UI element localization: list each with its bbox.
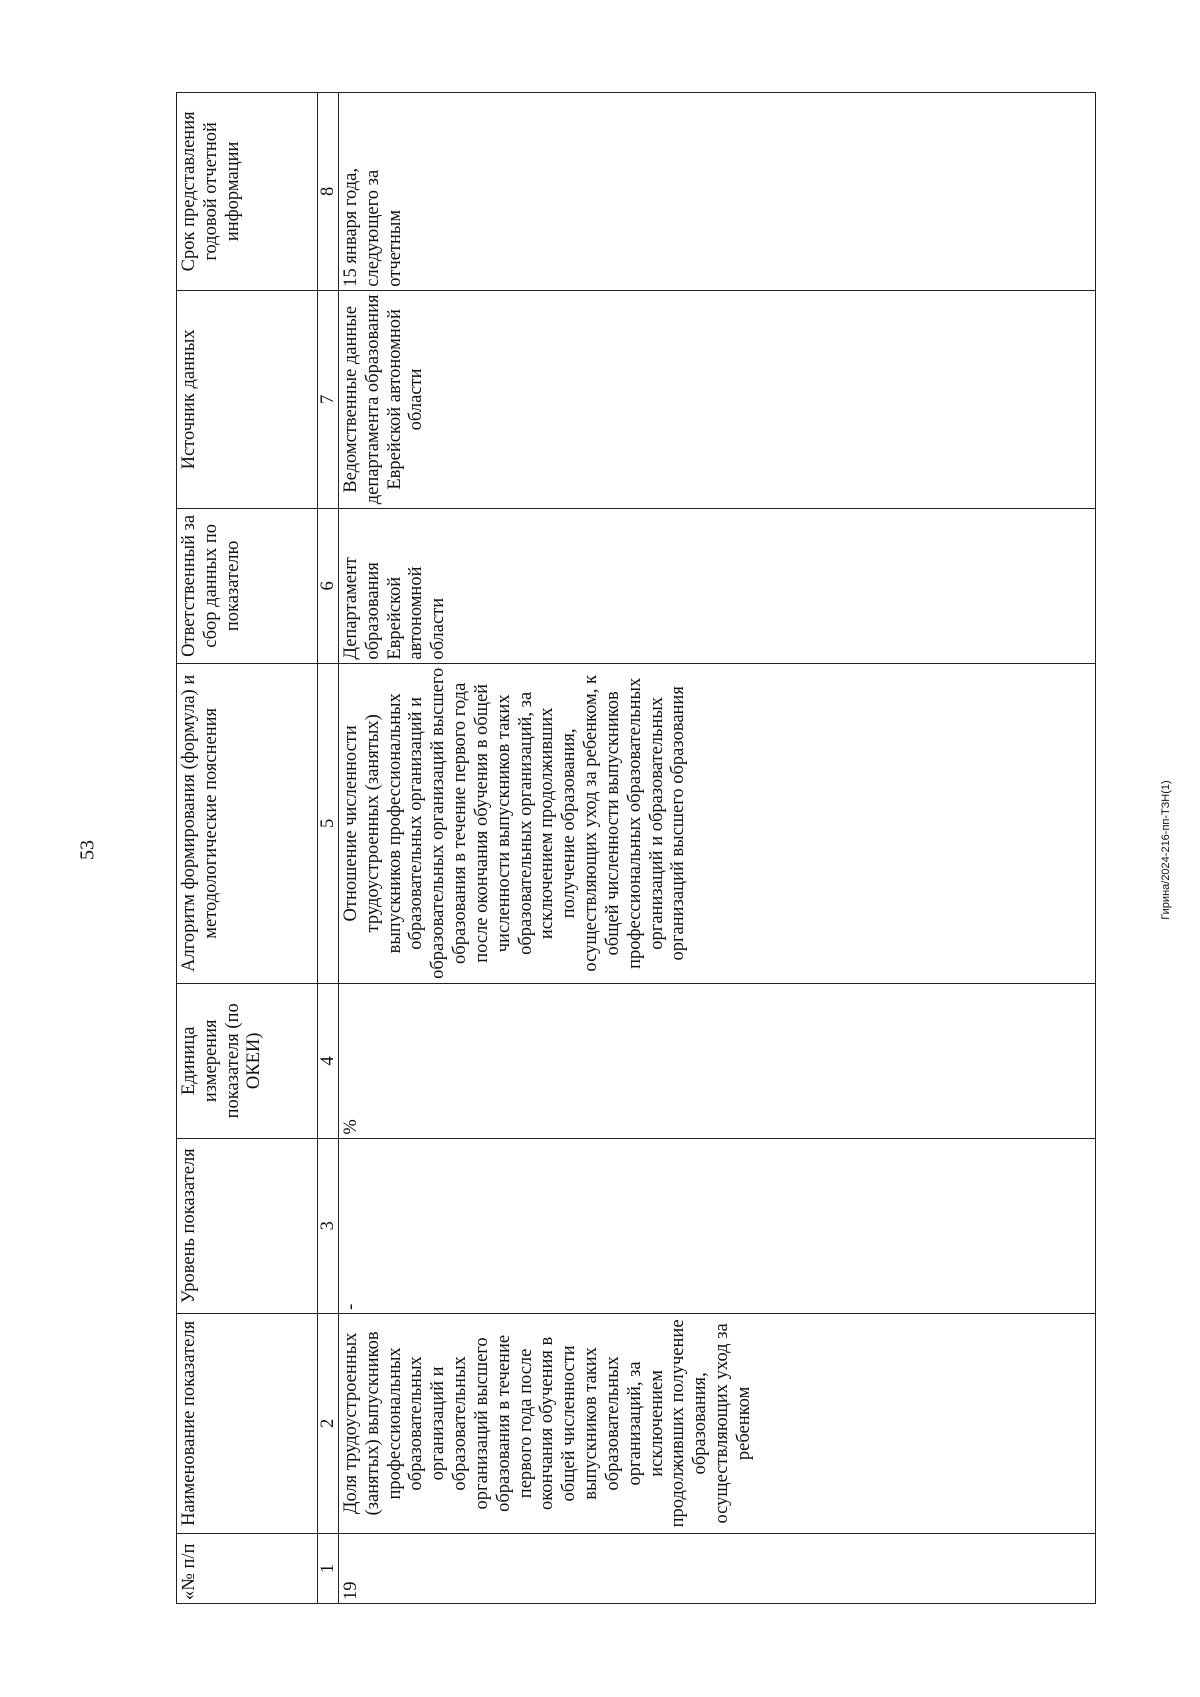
header-algorithm: Алгоритм формирования (формула) и методологические пояснения bbox=[177, 663, 318, 983]
indicator-responsible: Департамент образования Еврейской автономной области bbox=[339, 509, 1096, 664]
indicator-algorithm: Отношение численности трудоустроенных (занятых) выпускников профессиональных образовательных организаций и образовательных организаций высшего образования в течение первого года после окончания обучения в общей численности выпускников таких образовательных организаций, за исключением продолживших получение образования, осуществляющих уход за ребенком, к общей численности выпускников профессиональных образовательных организаций и образовательных организаций высшего образования bbox=[339, 663, 1096, 983]
column-number: 6 bbox=[318, 509, 339, 664]
column-number: 5 bbox=[318, 663, 339, 983]
indicator-table-rotated bbox=[176, 92, 1124, 1604]
row-number: 19 bbox=[339, 1533, 1096, 1603]
indicator-data-source: Ведомственные данные департамента образования Еврейской автономной области bbox=[339, 290, 1096, 508]
column-number: 1 bbox=[318, 1533, 339, 1603]
header-unit: Единица измерения показателя (по ОКЕИ) bbox=[177, 984, 318, 1139]
indicator-unit: % bbox=[339, 984, 1096, 1139]
indicator-level: - bbox=[339, 1138, 1096, 1313]
indicator-deadline: 15 января года, следующего за отчетным bbox=[339, 93, 1096, 291]
indicator-table bbox=[176, 92, 1096, 1604]
column-number: 2 bbox=[318, 1313, 339, 1533]
column-number: 4 bbox=[318, 984, 339, 1139]
header-number: «№ п/п bbox=[177, 1533, 318, 1603]
header-data-source: Источник данных bbox=[177, 290, 318, 508]
header-indicator-name: Наименование показателя bbox=[177, 1313, 318, 1533]
column-number-row bbox=[318, 93, 339, 1604]
page-number: 53 bbox=[76, 840, 99, 860]
indicator-table-frame bbox=[176, 92, 1124, 1604]
table-header-row bbox=[177, 93, 318, 1604]
column-number: 7 bbox=[318, 290, 339, 508]
header-deadline: Срок представления годовой отчетной информации bbox=[177, 93, 318, 291]
document-code: Гирина/2024-216-пп-ТЗН(1) bbox=[1160, 780, 1172, 920]
header-responsible: Ответственный за сбор данных по показателю bbox=[177, 509, 318, 664]
indicator-name: Доля трудоустроенных (занятых) выпускников профессиональных образовательных организаций и образовательных организаций высшего образования в течение первого года после окончания обучения в общей численности выпускников таких образовательных организаций, за исключением продолживших получение образования, осуществляющих уход за ребенком bbox=[339, 1313, 1096, 1533]
header-indicator-level: Уровень показателя bbox=[177, 1138, 318, 1313]
table-row bbox=[339, 93, 1096, 1604]
column-number: 3 bbox=[318, 1138, 339, 1313]
column-number: 8 bbox=[318, 93, 339, 291]
